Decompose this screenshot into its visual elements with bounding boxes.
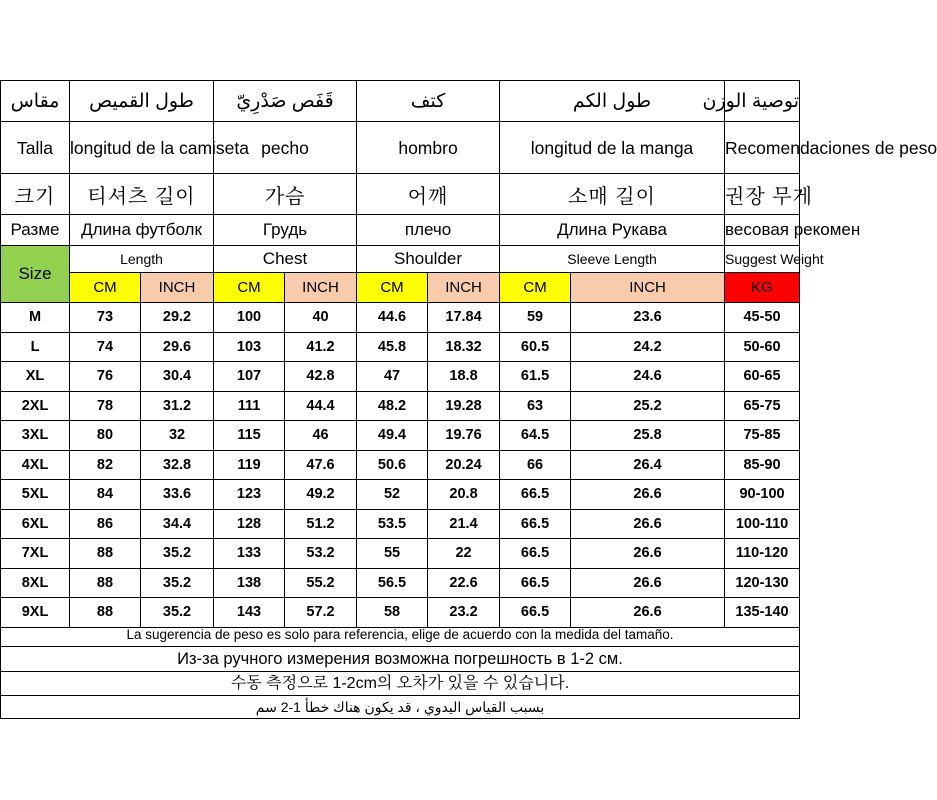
length-inch-cell: 30.4 (141, 362, 214, 392)
suggest-weight-header: Suggest Weight (725, 246, 800, 273)
chest-cm-cell: 103 (214, 332, 285, 362)
size-cell: 5XL (1, 480, 70, 510)
length-cm-cell: 78 (70, 391, 141, 421)
sleeve-cm-cell: 66 (500, 450, 571, 480)
chest-inch-cell: 51.2 (285, 509, 357, 539)
shoulder-cm-cell: 52 (357, 480, 428, 510)
chest-cm-unit: CM (214, 273, 285, 303)
sleeve-inch-cell: 26.6 (571, 480, 725, 510)
chest-inch-cell: 44.4 (285, 391, 357, 421)
shoulder-cm-cell: 47 (357, 362, 428, 392)
shoulder-inch-cell: 19.76 (428, 421, 500, 451)
shoulder-header-russian: плечо (357, 215, 500, 246)
weight-cell: 120-130 (725, 568, 800, 598)
shoulder-header-spanish: hombro (357, 122, 500, 174)
chest-inch-cell: 53.2 (285, 539, 357, 569)
sleeve-header-spanish: longitud de la manga (500, 122, 725, 174)
shoulder-cm-cell: 48.2 (357, 391, 428, 421)
size-cell: L (1, 332, 70, 362)
size-cell: XL (1, 362, 70, 392)
chest-header-russian: Грудь (214, 215, 357, 246)
english-header-row (1, 246, 800, 273)
length-inch-cell: 31.2 (141, 391, 214, 421)
weight-header-arabic: توصية الوزن (725, 81, 800, 122)
sleeve-header-arabic: طول الكم (500, 81, 725, 122)
spanish-header-row (1, 122, 800, 174)
sleeve-cm-cell: 61.5 (500, 362, 571, 392)
length-inch-cell: 32.8 (141, 450, 214, 480)
length-inch-unit: INCH (141, 273, 214, 303)
shoulder-cm-cell: 44.6 (357, 303, 428, 333)
sleeve-cm-cell: 66.5 (500, 539, 571, 569)
shoulder-inch-cell: 21.4 (428, 509, 500, 539)
sleeve-cm-cell: 66.5 (500, 568, 571, 598)
length-inch-cell: 35.2 (141, 598, 214, 628)
size-cell: 7XL (1, 539, 70, 569)
table-row (1, 539, 800, 569)
shoulder-cm-cell: 53.5 (357, 509, 428, 539)
length-header-spanish: longitud de la camiseta (70, 122, 214, 174)
size-cell: 8XL (1, 568, 70, 598)
length-header-russian: Длина футболк (70, 215, 214, 246)
table-row (1, 391, 800, 421)
weight-cell: 75-85 (725, 421, 800, 451)
sleeve-cm-cell: 66.5 (500, 598, 571, 628)
table-row (1, 362, 800, 392)
sleeve-inch-cell: 23.6 (571, 303, 725, 333)
sleeve-cm-cell: 64.5 (500, 421, 571, 451)
arabic-header-row (1, 81, 800, 122)
chest-cm-cell: 123 (214, 480, 285, 510)
chest-header-spanish: pecho (214, 122, 357, 174)
russian-header-row (1, 215, 800, 246)
sleeve-inch-cell: 26.6 (571, 598, 725, 628)
chest-cm-cell: 138 (214, 568, 285, 598)
shoulder-inch-cell: 22 (428, 539, 500, 569)
measurement-note-russian: Из-за ручного измерения возможна погрешность в 1-2 см. (0, 647, 800, 672)
table-row (1, 509, 800, 539)
length-cm-cell: 88 (70, 568, 141, 598)
shoulder-header: Shoulder (357, 246, 500, 273)
length-cm-unit: CM (70, 273, 141, 303)
shoulder-cm-cell: 55 (357, 539, 428, 569)
length-cm-cell: 73 (70, 303, 141, 333)
chest-inch-unit: INCH (285, 273, 357, 303)
sleeve-inch-cell: 25.8 (571, 421, 725, 451)
size-cell: 6XL (1, 509, 70, 539)
chest-cm-cell: 111 (214, 391, 285, 421)
size-cell: 4XL (1, 450, 70, 480)
size-header: Size (1, 246, 70, 303)
length-header-korean: 티셔츠 길이 (70, 174, 214, 215)
length-header-arabic: طول القميص (70, 81, 214, 122)
size-header-spanish: Talla (1, 122, 70, 174)
length-inch-cell: 32 (141, 421, 214, 451)
length-cm-cell: 86 (70, 509, 141, 539)
size-header-arabic: مقاس (1, 81, 70, 122)
table-row (1, 480, 800, 510)
shoulder-header-arabic: كتف (357, 81, 500, 122)
chest-header-korean: 가슴 (214, 174, 357, 215)
size-rows (1, 303, 800, 628)
chest-inch-cell: 49.2 (285, 480, 357, 510)
length-inch-cell: 34.4 (141, 509, 214, 539)
chest-inch-cell: 47.6 (285, 450, 357, 480)
length-inch-cell: 29.6 (141, 332, 214, 362)
chest-inch-cell: 41.2 (285, 332, 357, 362)
length-cm-cell: 74 (70, 332, 141, 362)
length-cm-cell: 80 (70, 421, 141, 451)
shoulder-cm-cell: 49.4 (357, 421, 428, 451)
shoulder-inch-cell: 17.84 (428, 303, 500, 333)
weight-cell: 85-90 (725, 450, 800, 480)
korean-header-row (1, 174, 800, 215)
sleeve-cm-cell: 63 (500, 391, 571, 421)
length-cm-cell: 88 (70, 539, 141, 569)
header-rows (1, 81, 937, 303)
shoulder-cm-cell: 58 (357, 598, 428, 628)
chest-header-arabic: قَفَص صَدْرِيّ (214, 81, 357, 122)
size-header-korean: 크기 (1, 174, 70, 215)
shoulder-cm-cell: 50.6 (357, 450, 428, 480)
measurement-note-arabic: بسبب القياس اليدوي ، قد يكون هناك خطأ 1-2 سم (0, 696, 800, 719)
shoulder-inch-cell: 22.6 (428, 568, 500, 598)
sleeve-inch-cell: 26.6 (571, 539, 725, 569)
shoulder-inch-cell: 20.24 (428, 450, 500, 480)
table-row (1, 421, 800, 451)
chest-cm-cell: 119 (214, 450, 285, 480)
weight-header-spanish: Recomendaciones de peso (725, 122, 800, 174)
weight-cell: 60-65 (725, 362, 800, 392)
weight-cell: 110-120 (725, 539, 800, 569)
shoulder-cm-unit: CM (357, 273, 428, 303)
shoulder-cm-cell: 45.8 (357, 332, 428, 362)
size-chart-table (0, 80, 937, 628)
length-cm-cell: 84 (70, 480, 141, 510)
length-cm-cell: 76 (70, 362, 141, 392)
chest-inch-cell: 40 (285, 303, 357, 333)
weight-header-korean: 권장 무게 (725, 174, 800, 215)
chest-inch-cell: 42.8 (285, 362, 357, 392)
sleeve-inch-cell: 24.6 (571, 362, 725, 392)
sleeve-header-korean: 소매 길이 (500, 174, 725, 215)
length-inch-cell: 29.2 (141, 303, 214, 333)
sleeve-length-header: Sleeve Length (500, 246, 725, 273)
unit-row (1, 273, 800, 303)
table-row (1, 450, 800, 480)
weight-cell: 50-60 (725, 332, 800, 362)
chest-cm-cell: 115 (214, 421, 285, 451)
weight-cell: 45-50 (725, 303, 800, 333)
shoulder-inch-cell: 19.28 (428, 391, 500, 421)
chest-cm-cell: 133 (214, 539, 285, 569)
shoulder-inch-unit: INCH (428, 273, 500, 303)
sleeve-cm-cell: 66.5 (500, 480, 571, 510)
shoulder-cm-cell: 56.5 (357, 568, 428, 598)
length-inch-cell: 33.6 (141, 480, 214, 510)
weight-cell: 65-75 (725, 391, 800, 421)
weight-header-russian: весовая рекомен (725, 215, 800, 246)
table-row (1, 568, 800, 598)
shoulder-inch-cell: 23.2 (428, 598, 500, 628)
chest-header: Chest (214, 246, 357, 273)
size-header-russian: Разме (1, 215, 70, 246)
size-cell: 2XL (1, 391, 70, 421)
sleeve-inch-cell: 26.4 (571, 450, 725, 480)
sleeve-cm-cell: 66.5 (500, 509, 571, 539)
size-cell: M (1, 303, 70, 333)
weight-cell: 90-100 (725, 480, 800, 510)
shoulder-inch-cell: 20.8 (428, 480, 500, 510)
sleeve-cm-cell: 59 (500, 303, 571, 333)
chest-inch-cell: 46 (285, 421, 357, 451)
sleeve-inch-cell: 25.2 (571, 391, 725, 421)
weight-cell: 135-140 (725, 598, 800, 628)
sleeve-inch-unit: INCH (571, 273, 725, 303)
sleeve-inch-cell: 24.2 (571, 332, 725, 362)
table-row (1, 332, 800, 362)
length-header: Length (70, 246, 214, 273)
length-inch-cell: 35.2 (141, 539, 214, 569)
size-cell: 3XL (1, 421, 70, 451)
shoulder-header-korean: 어깨 (357, 174, 500, 215)
length-cm-cell: 82 (70, 450, 141, 480)
sleeve-header-russian: Длина Рукава (500, 215, 725, 246)
sleeve-cm-unit: CM (500, 273, 571, 303)
sleeve-inch-cell: 26.6 (571, 568, 725, 598)
chest-inch-cell: 55.2 (285, 568, 357, 598)
measurement-note-korean: 수동 측정으로 1-2cm의 오차가 있을 수 있습니다. (0, 672, 800, 696)
chest-cm-cell: 128 (214, 509, 285, 539)
weight-cell: 100-110 (725, 509, 800, 539)
sleeve-inch-cell: 26.6 (571, 509, 725, 539)
sleeve-cm-cell: 60.5 (500, 332, 571, 362)
chest-cm-cell: 100 (214, 303, 285, 333)
chest-cm-cell: 107 (214, 362, 285, 392)
notes-section (0, 623, 800, 719)
table-row (1, 303, 800, 333)
shoulder-inch-cell: 18.32 (428, 332, 500, 362)
length-cm-cell: 88 (70, 598, 141, 628)
weight-note-spanish: La sugerencia de peso es solo para referencia, elige de acuerdo con la medida del tamaño. (0, 623, 800, 647)
chest-cm-cell: 143 (214, 598, 285, 628)
length-inch-cell: 35.2 (141, 568, 214, 598)
size-cell: 9XL (1, 598, 70, 628)
weight-kg-unit: KG (725, 273, 800, 303)
chest-inch-cell: 57.2 (285, 598, 357, 628)
shoulder-inch-cell: 18.8 (428, 362, 500, 392)
